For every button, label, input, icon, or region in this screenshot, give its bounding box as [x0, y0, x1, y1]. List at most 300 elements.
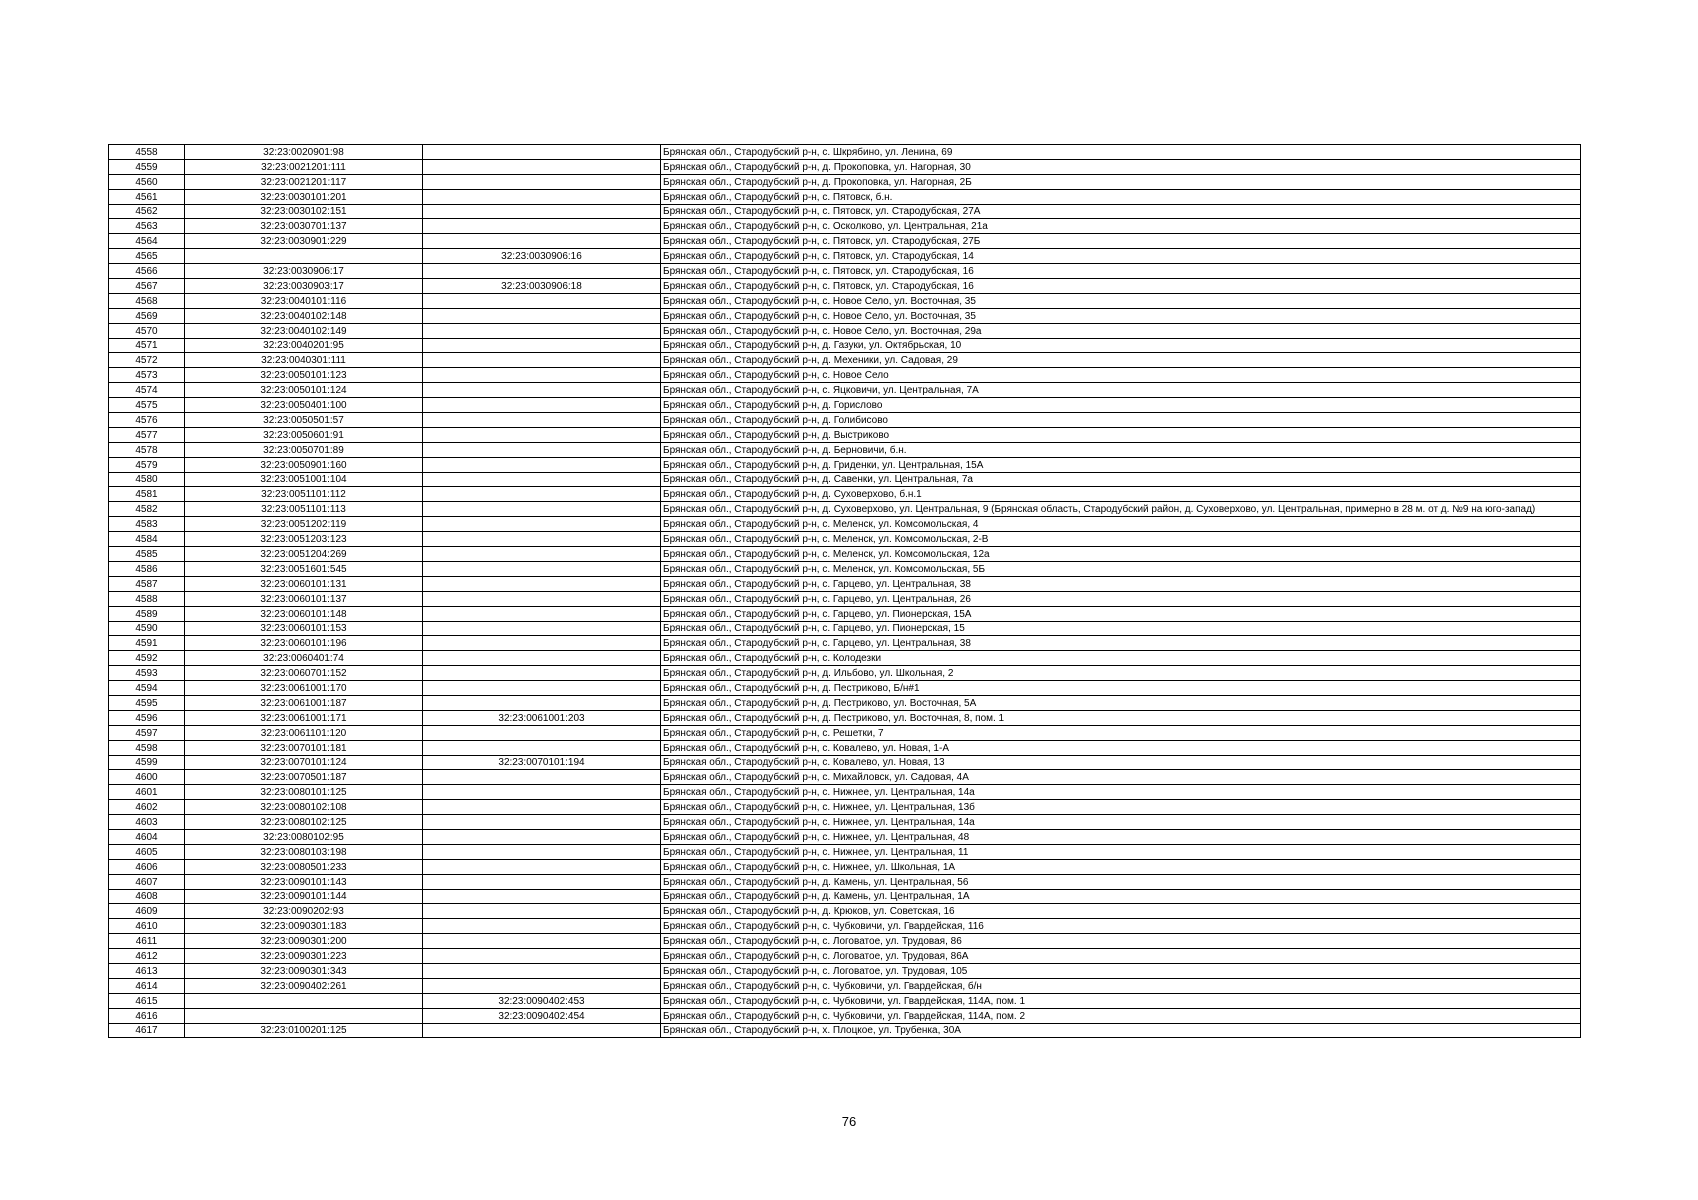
row-number-cell: 4577 [109, 427, 185, 442]
cadastral-number-cell: 32:23:0090301:200 [185, 934, 423, 949]
cadastral-number-cell: 32:23:0050701:89 [185, 442, 423, 457]
row-number-cell: 4579 [109, 457, 185, 472]
cadastral-number-cell: 32:23:0090101:143 [185, 874, 423, 889]
table-row [109, 606, 1581, 621]
address-cell: Брянская обл., Стародубский р-н, д. Пестриково, Б/н#1 [661, 681, 1581, 696]
related-cadastral-number-cell [423, 576, 661, 591]
cadastral-number-cell: 32:23:0070501:187 [185, 770, 423, 785]
row-number-cell: 4597 [109, 725, 185, 740]
address-cell: Брянская обл., Стародубский р-н, с. Нижнее, ул. Школьная, 1А [661, 859, 1581, 874]
row-number-cell: 4602 [109, 800, 185, 815]
related-cadastral-number-cell [423, 338, 661, 353]
address-cell: Брянская обл., Стародубский р-н, с. Гарцево, ул. Пионерская, 15 [661, 621, 1581, 636]
address-cell: Брянская обл., Стародубский р-н, д. Мехеники, ул. Садовая, 29 [661, 353, 1581, 368]
row-number-cell: 4599 [109, 755, 185, 770]
address-cell: Брянская обл., Стародубский р-н, с. Ковалево, ул. Новая, 13 [661, 755, 1581, 770]
address-cell: Брянская обл., Стародубский р-н, с. Гарцево, ул. Центральная, 38 [661, 636, 1581, 651]
related-cadastral-number-cell: 32:23:0061001:203 [423, 710, 661, 725]
cadastral-number-cell [185, 1008, 423, 1023]
related-cadastral-number-cell [423, 383, 661, 398]
table-row [109, 934, 1581, 949]
address-cell: Брянская обл., Стародубский р-н, с. Осколково, ул. Центральная, 21а [661, 219, 1581, 234]
related-cadastral-number-cell [423, 904, 661, 919]
cadastral-number-cell: 32:23:0030906:17 [185, 264, 423, 279]
row-number-cell: 4565 [109, 249, 185, 264]
address-cell: Брянская обл., Стародубский р-н, д. Голибисово [661, 413, 1581, 428]
table-row [109, 487, 1581, 502]
related-cadastral-number-cell [423, 159, 661, 174]
table-row [109, 695, 1581, 710]
table-row [109, 353, 1581, 368]
row-number-cell: 4605 [109, 844, 185, 859]
related-cadastral-number-cell [423, 666, 661, 681]
row-number-cell: 4616 [109, 1008, 185, 1023]
row-number-cell: 4576 [109, 413, 185, 428]
address-cell: Брянская обл., Стародубский р-н, с. Меленск, ул. Комсомольская, 2-В [661, 532, 1581, 547]
address-cell: Брянская обл., Стародубский р-н, д. Прокоповка, ул. Нагорная, 30 [661, 159, 1581, 174]
cadastral-number-cell: 32:23:0060101:131 [185, 576, 423, 591]
cadastral-number-cell: 32:23:0060701:152 [185, 666, 423, 681]
address-cell: Брянская обл., Стародубский р-н, с. Гарцево, ул. Центральная, 38 [661, 576, 1581, 591]
cadastral-number-cell: 32:23:0040201:95 [185, 338, 423, 353]
table-row [109, 279, 1581, 294]
row-number-cell: 4567 [109, 279, 185, 294]
table-row [109, 710, 1581, 725]
table-row [109, 651, 1581, 666]
related-cadastral-number-cell [423, 770, 661, 785]
related-cadastral-number-cell [423, 398, 661, 413]
related-cadastral-number-cell [423, 844, 661, 859]
row-number-cell: 4566 [109, 264, 185, 279]
table-row [109, 502, 1581, 517]
cadastral-number-cell: 32:23:0051101:112 [185, 487, 423, 502]
cadastral-number-cell: 32:23:0030102:151 [185, 204, 423, 219]
cadastral-number-cell: 32:23:0090301:343 [185, 963, 423, 978]
address-cell: Брянская обл., Стародубский р-н, д. Суховерхово, ул. Центральная, 9 (Брянская область, Стародубский район, д. Суховерхово, ул. Центральная, примерно в 28 м. от д. №9 на юго-запад) [661, 502, 1581, 517]
table-row [109, 889, 1581, 904]
row-number-cell: 4590 [109, 621, 185, 636]
table-row [109, 978, 1581, 993]
table-row [109, 383, 1581, 398]
related-cadastral-number-cell [423, 457, 661, 472]
table-row [109, 472, 1581, 487]
table-row [109, 413, 1581, 428]
address-cell: Брянская обл., Стародубский р-н, д. Камень, ул. Центральная, 56 [661, 874, 1581, 889]
cadastral-number-cell: 32:23:0060401:74 [185, 651, 423, 666]
address-cell: Брянская обл., Стародубский р-н, д. Горислово [661, 398, 1581, 413]
row-number-cell: 4582 [109, 502, 185, 517]
table-row [109, 800, 1581, 815]
registry-table [108, 144, 1581, 1038]
cadastral-number-cell: 32:23:0050901:160 [185, 457, 423, 472]
row-number-cell: 4591 [109, 636, 185, 651]
row-number-cell: 4587 [109, 576, 185, 591]
cadastral-number-cell: 32:23:0080101:125 [185, 785, 423, 800]
cadastral-number-cell: 32:23:0030701:137 [185, 219, 423, 234]
table-row [109, 338, 1581, 353]
related-cadastral-number-cell [423, 591, 661, 606]
address-cell: Брянская обл., Стародубский р-н, с. Нижнее, ул. Центральная, 14а [661, 815, 1581, 830]
table-row [109, 1008, 1581, 1023]
address-cell: Брянская обл., Стародубский р-н, с. Пятовск, б.н. [661, 189, 1581, 204]
cadastral-number-cell: 32:23:0040102:148 [185, 308, 423, 323]
table-row [109, 844, 1581, 859]
related-cadastral-number-cell [423, 353, 661, 368]
address-cell: Брянская обл., Стародубский р-н, с. Новое Село, ул. Восточная, 29а [661, 323, 1581, 338]
table-row [109, 547, 1581, 562]
table-row [109, 174, 1581, 189]
cadastral-number-cell: 32:23:0030903:17 [185, 279, 423, 294]
address-cell: Брянская обл., Стародубский р-н, с. Чубковичи, ул. Гвардейская, 114А, пом. 2 [661, 1008, 1581, 1023]
row-number-cell: 4595 [109, 695, 185, 710]
cadastral-number-cell: 32:23:0050401:100 [185, 398, 423, 413]
table-row [109, 427, 1581, 442]
address-cell: Брянская обл., Стародубский р-н, с. Пятовск, ул. Стародубская, 27Б [661, 234, 1581, 249]
table-row [109, 829, 1581, 844]
cadastral-number-cell: 32:23:0040101:116 [185, 293, 423, 308]
table-row [109, 532, 1581, 547]
related-cadastral-number-cell [423, 829, 661, 844]
related-cadastral-number-cell: 32:23:0030906:16 [423, 249, 661, 264]
row-number-cell: 4562 [109, 204, 185, 219]
row-number-cell: 4580 [109, 472, 185, 487]
related-cadastral-number-cell [423, 1023, 661, 1038]
address-cell: Брянская обл., Стародубский р-н, с. Нижнее, ул. Центральная, 11 [661, 844, 1581, 859]
table-row [109, 145, 1581, 160]
cadastral-number-cell: 32:23:0051203:123 [185, 532, 423, 547]
related-cadastral-number-cell [423, 219, 661, 234]
address-cell: Брянская обл., Стародубский р-н, с. Чубковичи, ул. Гвардейская, 116 [661, 919, 1581, 934]
cadastral-number-cell: 32:23:0020901:98 [185, 145, 423, 160]
related-cadastral-number-cell: 32:23:0030906:18 [423, 279, 661, 294]
cadastral-number-cell: 32:23:0060101:196 [185, 636, 423, 651]
cadastral-number-cell: 32:23:0021201:111 [185, 159, 423, 174]
table-row [109, 874, 1581, 889]
table-row [109, 963, 1581, 978]
row-number-cell: 4563 [109, 219, 185, 234]
related-cadastral-number-cell [423, 636, 661, 651]
address-cell: Брянская обл., Стародубский р-н, с. Нижнее, ул. Центральная, 14а [661, 785, 1581, 800]
row-number-cell: 4588 [109, 591, 185, 606]
row-number-cell: 4561 [109, 189, 185, 204]
table-row [109, 249, 1581, 264]
table-row [109, 293, 1581, 308]
cadastral-number-cell: 32:23:0050501:57 [185, 413, 423, 428]
cadastral-number-cell: 32:23:0050101:123 [185, 368, 423, 383]
related-cadastral-number-cell [423, 368, 661, 383]
row-number-cell: 4573 [109, 368, 185, 383]
table-row [109, 204, 1581, 219]
related-cadastral-number-cell: 32:23:0070101:194 [423, 755, 661, 770]
table-row [109, 993, 1581, 1008]
table-row [109, 904, 1581, 919]
row-number-cell: 4600 [109, 770, 185, 785]
cadastral-number-cell: 32:23:0090202:93 [185, 904, 423, 919]
cadastral-number-cell: 32:23:0040102:149 [185, 323, 423, 338]
address-cell: Брянская обл., Стародубский р-н, с. Новое Село, ул. Восточная, 35 [661, 293, 1581, 308]
cadastral-number-cell: 32:23:0090301:183 [185, 919, 423, 934]
cadastral-number-cell: 32:23:0090101:144 [185, 889, 423, 904]
cadastral-number-cell: 32:23:0070101:124 [185, 755, 423, 770]
row-number-cell: 4592 [109, 651, 185, 666]
row-number-cell: 4585 [109, 547, 185, 562]
row-number-cell: 4571 [109, 338, 185, 353]
address-cell: Брянская обл., Стародубский р-н, с. Гарцево, ул. Пионерская, 15А [661, 606, 1581, 621]
related-cadastral-number-cell: 32:23:0090402:454 [423, 1008, 661, 1023]
table-row [109, 517, 1581, 532]
related-cadastral-number-cell [423, 502, 661, 517]
related-cadastral-number-cell [423, 487, 661, 502]
table-row [109, 681, 1581, 696]
table-row [109, 591, 1581, 606]
related-cadastral-number-cell [423, 725, 661, 740]
address-cell: Брянская обл., Стародубский р-н, с. Яцковичи, ул. Центральная, 7А [661, 383, 1581, 398]
cadastral-number-cell: 32:23:0080501:233 [185, 859, 423, 874]
table-row [109, 442, 1581, 457]
row-number-cell: 4617 [109, 1023, 185, 1038]
related-cadastral-number-cell [423, 145, 661, 160]
related-cadastral-number-cell [423, 323, 661, 338]
related-cadastral-number-cell [423, 174, 661, 189]
address-cell: Брянская обл., Стародубский р-н, д. Гриденки, ул. Центральная, 15А [661, 457, 1581, 472]
table-row [109, 621, 1581, 636]
related-cadastral-number-cell [423, 978, 661, 993]
address-cell: Брянская обл., Стародубский р-н, с. Колодезки [661, 651, 1581, 666]
row-number-cell: 4581 [109, 487, 185, 502]
address-cell: Брянская обл., Стародубский р-н, д. Пестриково, ул. Восточная, 8, пом. 1 [661, 710, 1581, 725]
cadastral-number-cell: 32:23:0051202:119 [185, 517, 423, 532]
row-number-cell: 4593 [109, 666, 185, 681]
related-cadastral-number-cell [423, 547, 661, 562]
related-cadastral-number-cell [423, 681, 661, 696]
table-row [109, 189, 1581, 204]
cadastral-number-cell: 32:23:0061001:171 [185, 710, 423, 725]
address-cell: Брянская обл., Стародубский р-н, д. Ильбово, ул. Школьная, 2 [661, 666, 1581, 681]
cadastral-number-cell: 32:23:0051001:104 [185, 472, 423, 487]
row-number-cell: 4611 [109, 934, 185, 949]
address-cell: Брянская обл., Стародубский р-н, с. Новое Село [661, 368, 1581, 383]
row-number-cell: 4583 [109, 517, 185, 532]
row-number-cell: 4612 [109, 949, 185, 964]
row-number-cell: 4596 [109, 710, 185, 725]
address-cell: Брянская обл., Стародубский р-н, с. Шкрябино, ул. Ленина, 69 [661, 145, 1581, 160]
cadastral-number-cell: 32:23:0090402:261 [185, 978, 423, 993]
table-row [109, 576, 1581, 591]
cadastral-number-cell: 32:23:0070101:181 [185, 740, 423, 755]
related-cadastral-number-cell [423, 815, 661, 830]
address-cell: Брянская обл., Стародубский р-н, с. Логоватое, ул. Трудовая, 86 [661, 934, 1581, 949]
row-number-cell: 4584 [109, 532, 185, 547]
cadastral-number-cell: 32:23:0080102:108 [185, 800, 423, 815]
page-number: 76 [841, 1114, 857, 1129]
registry-table-body [109, 145, 1581, 1038]
related-cadastral-number-cell [423, 785, 661, 800]
related-cadastral-number-cell [423, 859, 661, 874]
address-cell: Брянская обл., Стародубский р-н, д. Выстриково [661, 427, 1581, 442]
table-row [109, 815, 1581, 830]
cadastral-number-cell: 32:23:0030101:201 [185, 189, 423, 204]
row-number-cell: 4568 [109, 293, 185, 308]
cadastral-number-cell: 32:23:0021201:117 [185, 174, 423, 189]
cadastral-number-cell: 32:23:0080102:95 [185, 829, 423, 844]
row-number-cell: 4574 [109, 383, 185, 398]
cadastral-number-cell: 32:23:0061001:187 [185, 695, 423, 710]
address-cell: Брянская обл., Стародубский р-н, с. Чубковичи, ул. Гвардейская, 114А, пом. 1 [661, 993, 1581, 1008]
table-row [109, 368, 1581, 383]
cadastral-number-cell: 32:23:0060101:148 [185, 606, 423, 621]
related-cadastral-number-cell [423, 264, 661, 279]
address-cell: Брянская обл., Стародубский р-н, с. Решетки, 7 [661, 725, 1581, 740]
row-number-cell: 4559 [109, 159, 185, 174]
cadastral-number-cell: 32:23:0060101:153 [185, 621, 423, 636]
cadastral-number-cell: 32:23:0090301:223 [185, 949, 423, 964]
cadastral-number-cell: 32:23:0060101:137 [185, 591, 423, 606]
related-cadastral-number-cell [423, 189, 661, 204]
row-number-cell: 4609 [109, 904, 185, 919]
address-cell: Брянская обл., Стародубский р-н, с. Меленск, ул. Комсомольская, 12а [661, 547, 1581, 562]
row-number-cell: 4594 [109, 681, 185, 696]
row-number-cell: 4603 [109, 815, 185, 830]
row-number-cell: 4586 [109, 561, 185, 576]
cadastral-number-cell: 32:23:0050101:124 [185, 383, 423, 398]
cadastral-number-cell: 32:23:0040301:111 [185, 353, 423, 368]
cadastral-number-cell: 32:23:0051204:269 [185, 547, 423, 562]
address-cell: Брянская обл., Стародубский р-н, с. Нижнее, ул. Центральная, 13б [661, 800, 1581, 815]
row-number-cell: 4569 [109, 308, 185, 323]
related-cadastral-number-cell: 32:23:0090402:453 [423, 993, 661, 1008]
row-number-cell: 4598 [109, 740, 185, 755]
address-cell: Брянская обл., Стародубский р-н, с. Пятовск, ул. Стародубская, 16 [661, 264, 1581, 279]
table-row [109, 234, 1581, 249]
table-row [109, 1023, 1581, 1038]
related-cadastral-number-cell [423, 651, 661, 666]
cadastral-number-cell [185, 993, 423, 1008]
related-cadastral-number-cell [423, 889, 661, 904]
cadastral-number-cell: 32:23:0030901:229 [185, 234, 423, 249]
table-row [109, 636, 1581, 651]
related-cadastral-number-cell [423, 472, 661, 487]
row-number-cell: 4572 [109, 353, 185, 368]
table-row [109, 159, 1581, 174]
related-cadastral-number-cell [423, 561, 661, 576]
cadastral-number-cell [185, 249, 423, 264]
table-row [109, 949, 1581, 964]
table-row [109, 755, 1581, 770]
table-row [109, 859, 1581, 874]
related-cadastral-number-cell [423, 621, 661, 636]
address-cell: Брянская обл., Стародубский р-н, с. Пятовск, ул. Стародубская, 14 [661, 249, 1581, 264]
address-cell: Брянская обл., Стародубский р-н, с. Новое Село, ул. Восточная, 35 [661, 308, 1581, 323]
row-number-cell: 4613 [109, 963, 185, 978]
related-cadastral-number-cell [423, 532, 661, 547]
row-number-cell: 4570 [109, 323, 185, 338]
row-number-cell: 4606 [109, 859, 185, 874]
related-cadastral-number-cell [423, 949, 661, 964]
table-row [109, 740, 1581, 755]
address-cell: Брянская обл., Стародубский р-н, д. Прокоповка, ул. Нагорная, 2Б [661, 174, 1581, 189]
related-cadastral-number-cell [423, 800, 661, 815]
related-cadastral-number-cell [423, 934, 661, 949]
row-number-cell: 4564 [109, 234, 185, 249]
table-row [109, 919, 1581, 934]
row-number-cell: 4615 [109, 993, 185, 1008]
row-number-cell: 4575 [109, 398, 185, 413]
address-cell: Брянская обл., Стародубский р-н, с. Чубковичи, ул. Гвардейская, б/н [661, 978, 1581, 993]
related-cadastral-number-cell [423, 517, 661, 532]
cadastral-number-cell: 32:23:0080103:198 [185, 844, 423, 859]
cadastral-number-cell: 32:23:0051601:545 [185, 561, 423, 576]
cadastral-number-cell: 32:23:0061001:170 [185, 681, 423, 696]
cadastral-number-cell: 32:23:0061101:120 [185, 725, 423, 740]
related-cadastral-number-cell [423, 919, 661, 934]
cadastral-number-cell: 32:23:0050601:91 [185, 427, 423, 442]
related-cadastral-number-cell [423, 874, 661, 889]
table-row [109, 785, 1581, 800]
address-cell: Брянская обл., Стародубский р-н, с. Пятовск, ул. Стародубская, 27А [661, 204, 1581, 219]
table-row [109, 308, 1581, 323]
related-cadastral-number-cell [423, 606, 661, 621]
related-cadastral-number-cell [423, 308, 661, 323]
table-row [109, 457, 1581, 472]
address-cell: Брянская обл., Стародубский р-н, д. Суховерхово, б.н.1 [661, 487, 1581, 502]
row-number-cell: 4601 [109, 785, 185, 800]
address-cell: Брянская обл., Стародубский р-н, с. Меленск, ул. Комсомольская, 4 [661, 517, 1581, 532]
related-cadastral-number-cell [423, 963, 661, 978]
row-number-cell: 4610 [109, 919, 185, 934]
table-row [109, 398, 1581, 413]
row-number-cell: 4608 [109, 889, 185, 904]
cadastral-number-cell: 32:23:0100201:125 [185, 1023, 423, 1038]
address-cell: Брянская обл., Стародубский р-н, д. Камень, ул. Центральная, 1А [661, 889, 1581, 904]
address-cell: Брянская обл., Стародубский р-н, д. Берновичи, б.н. [661, 442, 1581, 457]
related-cadastral-number-cell [423, 695, 661, 710]
related-cadastral-number-cell [423, 234, 661, 249]
address-cell: Брянская обл., Стародубский р-н, д. Пестриково, ул. Восточная, 5А [661, 695, 1581, 710]
row-number-cell: 4604 [109, 829, 185, 844]
address-cell: Брянская обл., Стародубский р-н, с. Ковалево, ул. Новая, 1-А [661, 740, 1581, 755]
table-row [109, 770, 1581, 785]
address-cell: Брянская обл., Стародубский р-н, с. Нижнее, ул. Центральная, 48 [661, 829, 1581, 844]
table-row [109, 725, 1581, 740]
address-cell: Брянская обл., Стародубский р-н, х. Плоцкое, ул. Трубенка, 30А [661, 1023, 1581, 1038]
address-cell: Брянская обл., Стародубский р-н, д. Крюков, ул. Советская, 16 [661, 904, 1581, 919]
related-cadastral-number-cell [423, 204, 661, 219]
table-row [109, 219, 1581, 234]
address-cell: Брянская обл., Стародубский р-н, с. Логоватое, ул. Трудовая, 86А [661, 949, 1581, 964]
table-row [109, 264, 1581, 279]
row-number-cell: 4614 [109, 978, 185, 993]
row-number-cell: 4560 [109, 174, 185, 189]
row-number-cell: 4589 [109, 606, 185, 621]
address-cell: Брянская обл., Стародубский р-н, д. Савенки, ул. Центральная, 7а [661, 472, 1581, 487]
related-cadastral-number-cell [423, 293, 661, 308]
address-cell: Брянская обл., Стародубский р-н, с. Логоватое, ул. Трудовая, 105 [661, 963, 1581, 978]
table-row [109, 666, 1581, 681]
row-number-cell: 4578 [109, 442, 185, 457]
related-cadastral-number-cell [423, 740, 661, 755]
table-row [109, 561, 1581, 576]
address-cell: Брянская обл., Стародубский р-н, с. Меленск, ул. Комсомольская, 5Б [661, 561, 1581, 576]
related-cadastral-number-cell [423, 442, 661, 457]
row-number-cell: 4558 [109, 145, 185, 160]
address-cell: Брянская обл., Стародубский р-н, д. Газуки, ул. Октябрьская, 10 [661, 338, 1581, 353]
related-cadastral-number-cell [423, 427, 661, 442]
address-cell: Брянская обл., Стародубский р-н, с. Михайловск, ул. Садовая, 4А [661, 770, 1581, 785]
cadastral-number-cell: 32:23:0051101:113 [185, 502, 423, 517]
row-number-cell: 4607 [109, 874, 185, 889]
address-cell: Брянская обл., Стародубский р-н, с. Гарцево, ул. Центральная, 26 [661, 591, 1581, 606]
cadastral-number-cell: 32:23:0080102:125 [185, 815, 423, 830]
